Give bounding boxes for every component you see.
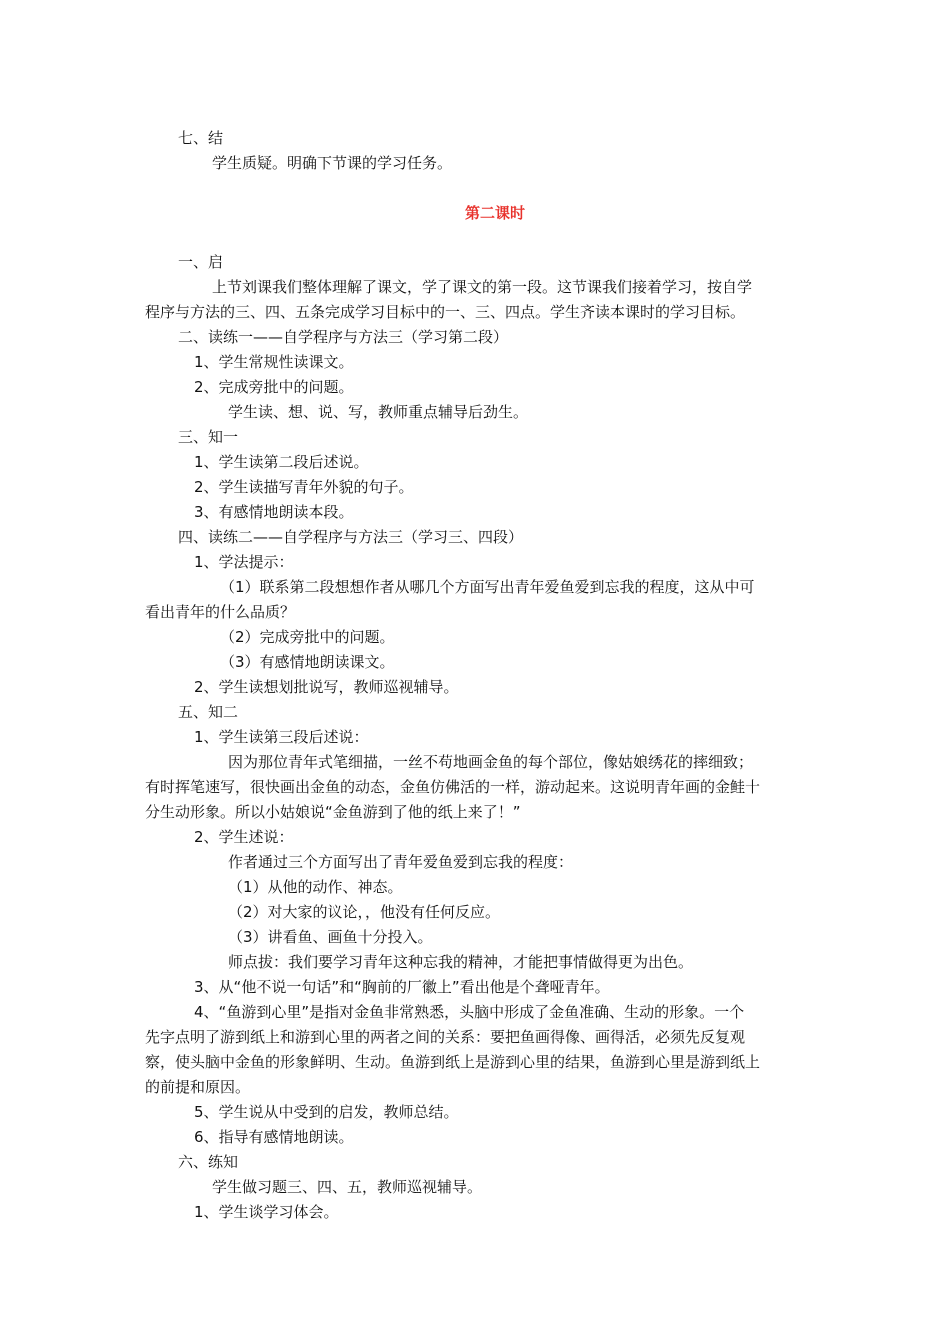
list-item: 1、学生常规性读课文。 — [194, 353, 354, 371]
list-item: （3）讲看鱼、画鱼十分投入。 — [228, 928, 433, 946]
list-item: 1、学生谈学习体会。 — [194, 1203, 339, 1221]
paragraph: 先字点明了游到纸上和游到心里的两者之间的关系：要把鱼画得像、画得活，必须先反复观 — [145, 1028, 746, 1046]
list-item: 1、学生读第三段后述说： — [194, 728, 369, 746]
paragraph: 师点拔：我们要学习青年这种忘我的精神，才能把事情做得更为出色。 — [228, 953, 694, 971]
section-heading: 三、知一 — [178, 428, 239, 446]
list-item: 3、有感情地朗读本段。 — [194, 503, 354, 521]
paragraph: 作者通过三个方面写出了青年爱鱼爱到忘我的程度： — [228, 853, 574, 871]
list-item: 5、学生说从中受到的启发，教师总结。 — [194, 1103, 459, 1121]
paragraph: 上节刘课我们整体理解了课文，学了课文的第一段。这节课我们接着学习，按自学 — [212, 278, 753, 296]
paragraph: 的前提和原因。 — [145, 1078, 251, 1096]
list-item: 2、学生读想划批说写，教师巡视辅导。 — [194, 678, 459, 696]
paragraph: 看出青年的什么品质？ — [145, 603, 296, 621]
list-item: （2）对大家的议论，，他没有任何反应。 — [228, 903, 501, 921]
list-item: 2、学生述说： — [194, 828, 294, 846]
list-item: 3、从“他不说一句话”和“胸前的厂徽上”看出他是个聋哑青年。 — [194, 978, 610, 996]
paragraph: 学生质疑。明确下节课的学习任务。 — [212, 154, 453, 172]
list-item: （3）有感情地朗读课文。 — [220, 653, 395, 671]
list-item: （2）完成旁批中的问题。 — [220, 628, 395, 646]
lesson-title: 第二课时 — [464, 204, 525, 222]
section-heading: 二、读练一——自学程序与方法三（学习第二段） — [178, 328, 509, 346]
paragraph: 因为那位青年式笔细描，一丝不苟地画金鱼的每个部位，像姑娘绣花的摔细致； — [228, 753, 754, 771]
section-heading: 五、知二 — [178, 703, 239, 721]
list-item: 6、指导有感情地朗读。 — [194, 1128, 354, 1146]
list-item: 4、“鱼游到心里”是指对金鱼非常熟悉，头脑中形成了金鱼准确、生动的形象。一个 — [194, 1003, 745, 1021]
section-heading: 一、启 — [178, 253, 224, 271]
paragraph: 程序与方法的三、四、五条完成学习目标中的一、三、四点。学生齐读本课时的学习目标。 — [145, 303, 746, 321]
list-item: 2、完成旁批中的问题。 — [194, 378, 354, 396]
list-item: （1）从他的动作、神态。 — [228, 878, 403, 896]
section-heading: 四、读练二——自学程序与方法三（学习三、四段） — [178, 528, 524, 546]
list-item: 1、学法提示： — [194, 553, 294, 571]
paragraph: 学生读、想、说、写，教师重点辅导后劲生。 — [228, 403, 529, 421]
list-item: （1）联系第二段想想作者从哪几个方面写出青年爱鱼爱到忘我的程度，这从中可 — [220, 578, 755, 596]
paragraph: 有时挥笔速写，很快画出金鱼的动态，金鱼仿佛活的一样，游动起来。这说明青年画的金鲑十 — [145, 778, 761, 796]
section-heading: 六、练知 — [178, 1153, 239, 1171]
paragraph: 察，使头脑中金鱼的形象鲜明、生动。鱼游到纸上是游到心里的结果，鱼游到心里是游到纸上 — [145, 1053, 761, 1071]
list-item: 1、学生读第二段后述说。 — [194, 453, 369, 471]
section-heading: 七、结 — [178, 129, 224, 147]
list-item: 2、学生读描写青年外貌的句子。 — [194, 478, 414, 496]
paragraph: 学生做习题三、四、五，教师巡视辅导。 — [212, 1178, 483, 1196]
paragraph: 分生动形象。所以小姑娘说“金鱼游到了他的纸上来了！” — [145, 803, 521, 821]
